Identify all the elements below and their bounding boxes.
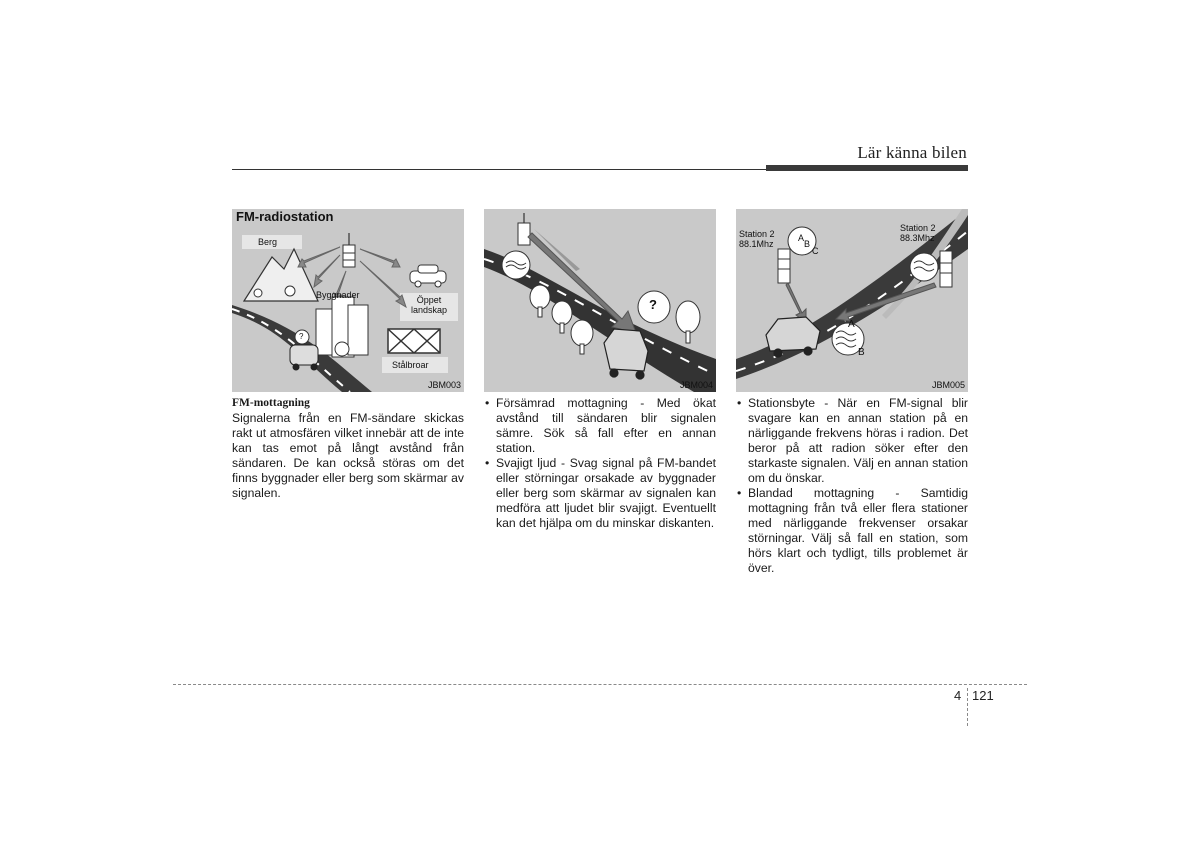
column-reception-issues [484, 396, 716, 531]
footer-rule [173, 684, 1027, 685]
label-berg: Berg [258, 237, 278, 247]
page-number: 121 [972, 688, 994, 703]
label-oppet-landskap: Öppet landskap [410, 295, 448, 315]
figure-code: JBM005 [931, 380, 965, 390]
column-fm-mottagning [232, 396, 464, 501]
bullet-item: • Svajigt ljud - Svag signal på FM-bandet eller störningar orsakade av byggnader eller berg som skärmar av signalen kan medföra att ljudet blir svajigt. Eventuellt kan det hjälpa om du minskar diskanten. [484, 456, 716, 531]
label-a-car: A [848, 319, 855, 330]
bullet-item: • Stationsbyte - När en FM-signal blir svagare kan en annan station på en närliggande frekvens höras i radion. Det beror på att radion söker efter den starkaste signalen. Välj en annan station om du önskar. [736, 396, 968, 486]
label-freq-left: 88.1Mhz [739, 239, 774, 249]
figure-stationsbyte [736, 209, 968, 392]
figure-code: JBM004 [679, 380, 713, 390]
figure-title: FM-radiostation [236, 209, 334, 224]
section-title: Lär känna bilen [857, 143, 967, 162]
label-a-bubble: A [798, 233, 805, 243]
label-b-car: B [858, 347, 865, 358]
bullet-item: • Försämrad mottagning - Med ökat avstånd till sändaren blir signalen sämre. Sök så fall efter en annan station. [484, 396, 716, 456]
figure-forsamrad-mottagning [484, 209, 716, 392]
label-b-bubble: B [804, 239, 811, 249]
bullet-item: • Blandad mottagning - Samtidig mottagning från två eller flera stationer med närliggande frekvenser orsakar störningar. Välj så fall en station, som hörs klart och tydligt, tills problemet är över. [736, 486, 968, 576]
figure-code: JBM003 [427, 380, 461, 390]
header-rule-accent [766, 165, 968, 171]
subheading: FM-mottagning [232, 397, 310, 409]
footer-divider [967, 688, 968, 726]
figure-fm-radiostation [232, 209, 464, 392]
label-station-right: Station 2 [900, 223, 936, 233]
question-mark: ? [649, 297, 657, 312]
column-station-issues [736, 396, 968, 576]
label-stalbroar: Stålbroar [392, 360, 429, 370]
chapter-number: 4 [954, 688, 962, 703]
label-byggnader: Byggnader [316, 290, 360, 300]
label-c-bubble: C [812, 246, 819, 256]
paragraph: Signalerna från en FM-sändare skickas rakt ut atmosfären vilket innebär att de inte kan tas emot på långt avstånd från sändaren. De kan också störas om det finns byggnader eller berg som skärmar av signalen. [232, 411, 464, 500]
weak-signal-illustration [484, 209, 716, 392]
question-mark: ? [299, 332, 304, 341]
label-freq-right: 88.3Mhz [900, 233, 935, 243]
label-station-left: Station 2 [739, 229, 775, 239]
